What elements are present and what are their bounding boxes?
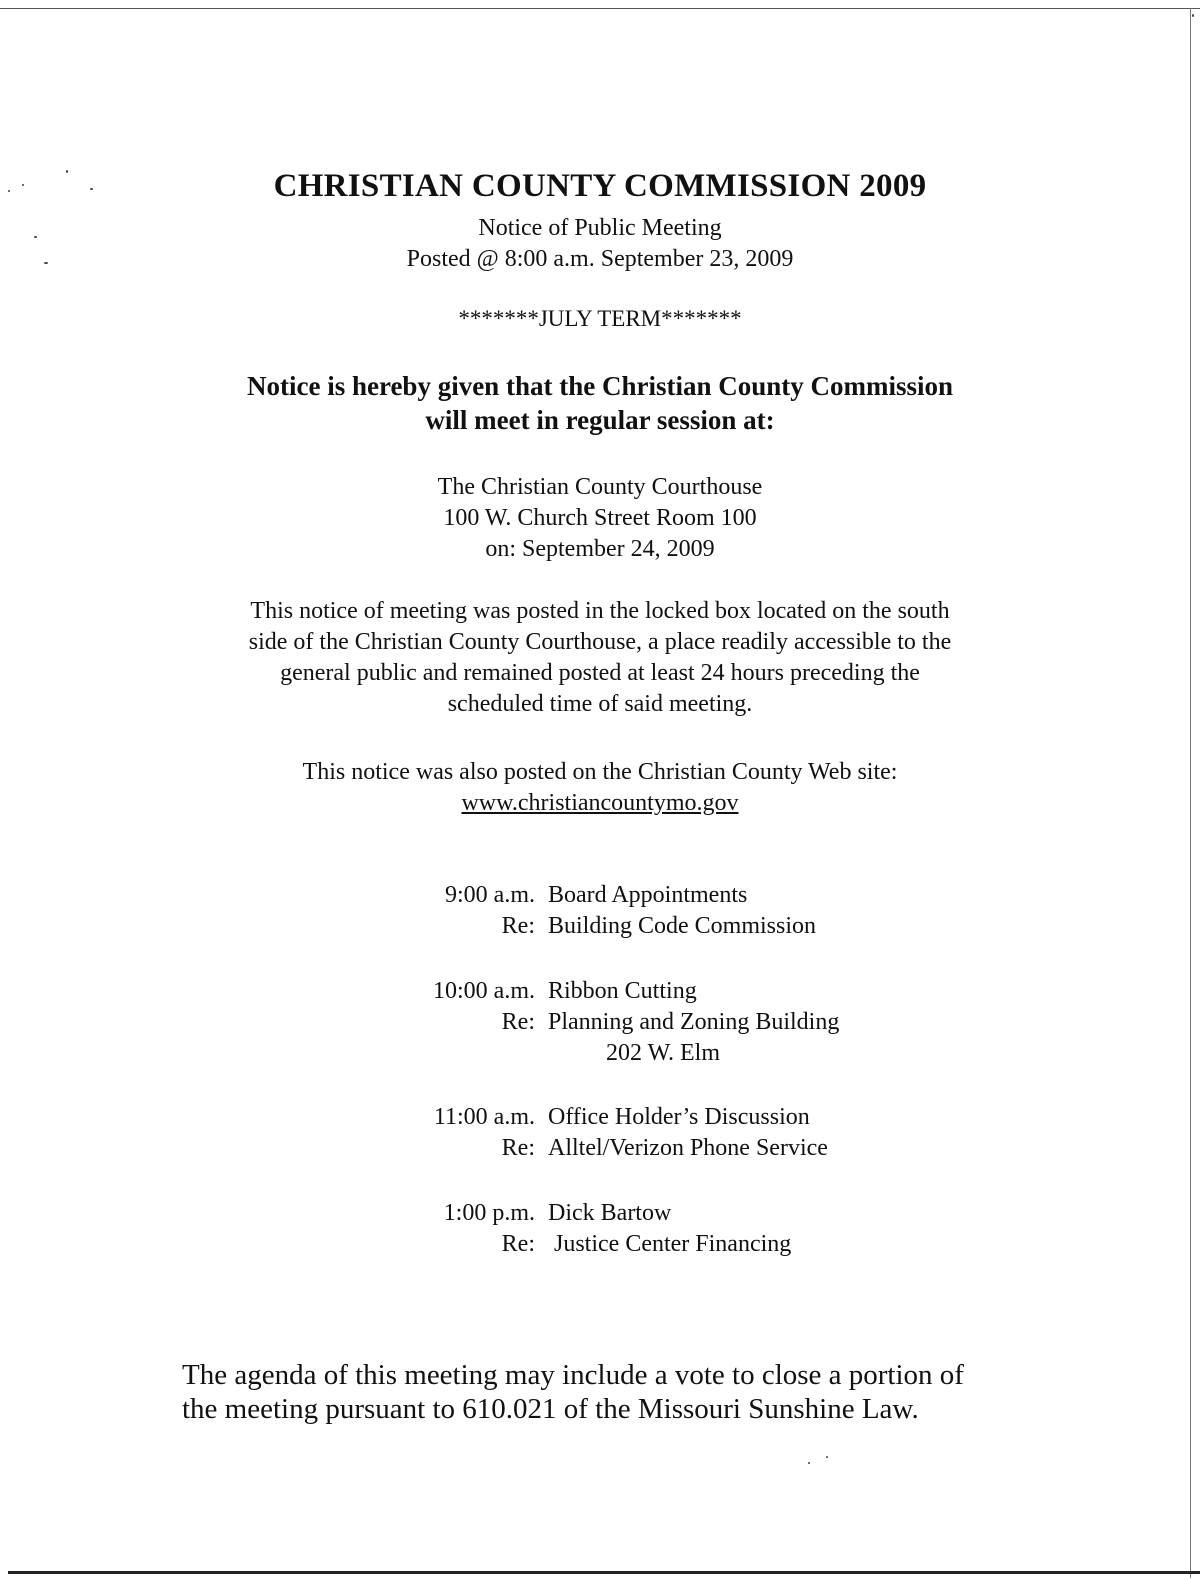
agenda-re-label: Re: [501,1135,535,1161]
posting-line-3: general public and remained posted at least 24 hours preceding the [280,660,920,686]
closing-line-1: The agenda of this meeting may include a vote to close a portion of [182,1359,964,1391]
agenda-item [0,1104,1200,1200]
agenda-title: Ribbon Cutting [548,978,697,1004]
agenda-re-label: Re: [501,1009,535,1035]
scan-speck [808,1462,810,1464]
document-subtitle: Notice of Public Meeting [478,215,722,241]
agenda-re-label: Re: [501,1231,535,1257]
page-edge-bottom [8,1571,1200,1574]
term-label: *******JULY TERM******* [458,306,742,331]
notice-statement [0,369,1200,437]
closing-statement [182,1358,1082,1426]
location-address: 100 W. Church Street Room 100 [443,505,757,531]
web-notice [0,757,1200,819]
location-place: The Christian County Courthouse [437,474,763,500]
web-notice-text: This notice was also posted on the Christian County Web site: [302,759,898,785]
website-link[interactable]: www.christiancountymo.gov [461,790,739,816]
agenda-title: Board Appointments [548,882,748,908]
agenda-re: Building Code Commission [548,913,817,939]
page-edge-top [0,8,1200,9]
notice-line-1: Notice is hereby given that the Christian County Commission [246,371,953,401]
agenda-re: Justice Center Financing [548,1231,792,1257]
agenda-item [0,1200,1200,1262]
posted-time: Posted @ 8:00 a.m. September 23, 2009 [406,246,794,272]
notice-line-2: will meet in regular session at: [425,405,775,435]
agenda-title: Dick Bartow [548,1200,672,1226]
agenda-title: Office Holder’s Discussion [548,1104,810,1130]
agenda-re: Alltel/Verizon Phone Service [548,1135,828,1161]
document-title: CHRISTIAN COUNTY COMMISSION 2009 [273,168,927,204]
agenda-time: 9:00 a.m. [445,882,535,908]
agenda-time: 10:00 a.m. [433,978,535,1004]
agenda-item [0,882,1200,978]
posting-line-2: side of the Christian County Courthouse, a place readily accessible to the [248,629,952,655]
scan-speck [1192,14,1194,17]
agenda-re-label: Re: [501,913,535,939]
agenda-item [0,978,1200,1104]
meeting-location [0,472,1200,565]
agenda-re: Planning and Zoning Building [548,1009,840,1035]
agenda-time: 1:00 p.m. [443,1200,535,1226]
scan-speck [826,1456,828,1458]
closing-line-2: the meeting pursuant to 610.021 of the Missouri Sunshine Law. [182,1393,919,1425]
agenda-time: 11:00 a.m. [433,1104,535,1130]
location-date: on: September 24, 2009 [485,536,715,562]
posting-paragraph [0,596,1200,720]
posting-line-1: This notice of meeting was posted in the locked box located on the south [250,598,950,624]
agenda-list [0,882,1200,1262]
agenda-address: 202 W. Elm [606,1040,721,1066]
posting-line-4: scheduled time of said meeting. [447,691,753,717]
